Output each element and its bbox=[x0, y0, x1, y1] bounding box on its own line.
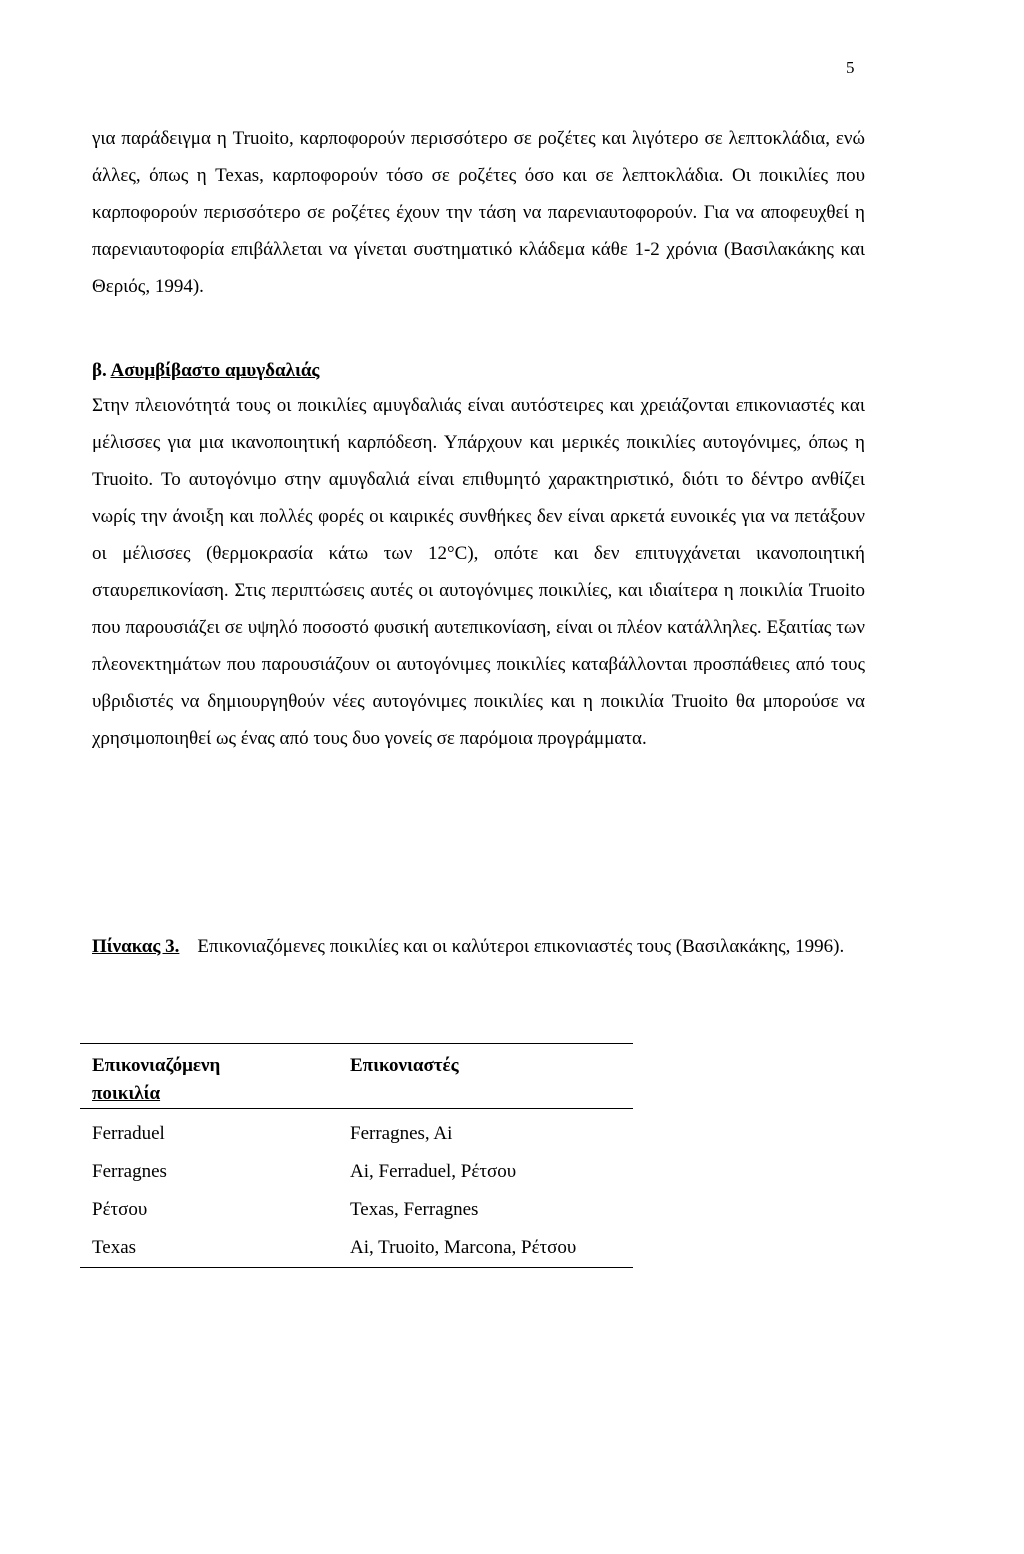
cell-pollinators: Ferragnes, Ai bbox=[350, 1123, 453, 1144]
paragraph-fruiting: για παράδειγμα η Truoito, καρποφορούν περισσότερο σε ροζέτες και λιγότερο σε λεπτοκλάδια, ενώ άλλες, όπως η Texas, καρποφορούν τόσο σε ροζέτες όσο και σε λεπτοκλάδια. Οι ποικιλίες που καρποφορούν περισσότερο σε ροζέτες έχουν την τάση να παρενιαυτοφορούν. Για να αποφευχθεί η παρενιαυτοφορία επιβάλλεται να γίνεται συστηματικό κλάδεμα κάθε 1-2 χρόνια (Βασιλακάκης και Θεριός, 1994). bbox=[92, 128, 865, 297]
cell-variety: Ρέτσου bbox=[92, 1199, 148, 1220]
pollinator-table bbox=[80, 1043, 633, 1268]
table-caption-text: Επικονιαζόμενες ποικιλίες και οι καλύτεροι επικονιαστές τους (Βασιλακάκης, 1996). bbox=[197, 936, 845, 957]
table-row bbox=[80, 1229, 633, 1268]
pollinator-table-grid bbox=[80, 1043, 633, 1268]
table-caption-label: Πίνακας 3. bbox=[92, 936, 180, 957]
table-row bbox=[80, 1109, 633, 1154]
cell-variety: Ferragnes bbox=[92, 1161, 167, 1182]
cell-variety: Ferraduel bbox=[92, 1123, 165, 1144]
header-col1-line1: Επικονιαζόμενη bbox=[92, 1055, 221, 1076]
table-row bbox=[80, 1153, 633, 1191]
header-pollinators: Επικονιαστές bbox=[350, 1055, 459, 1076]
cell-pollinators: Ai, Truoito, Marcona, Ρέτσου bbox=[350, 1237, 577, 1258]
section-title: Ασυμβίβαστο αμυγδαλιάς bbox=[110, 360, 320, 381]
section-heading bbox=[92, 356, 319, 386]
cell-pollinators: Ai, Ferraduel, Ρέτσου bbox=[350, 1161, 517, 1182]
paragraph-incompatibility: Στην πλειονότητά τους οι ποικιλίες αμυγδαλιάς είναι αυτόστειρες και χρειάζονται επικονιαστές και μέλισσες για μια ικανοποιητική καρπόδεση. Υπάρχουν και μερικές ποικιλίες αυτογόνιμες, όπως η Truoito. Το αυτογόνιμο στην αμυγδαλιά είναι επιθυμητό χαρακτηριστικό, διότι το δέντρο ανθίζει νωρίς την άνοιξη και πολλές φορές οι καιρικές συνθήκες δεν είναι αρκετά ευνοικές για να πετάξουν οι μέλισσες (θερμοκρασία κάτω των 12°C), οπότε και δεν επιτυγχάνεται ικανοποιητική σταυρεπικονίαση. Στις περιπτώσεις αυτές οι αυτογόνιμες ποικιλίες, και ιδιαίτερα η ποικιλία Truoito που παρουσιάζει σε υψηλό ποσοστό φυσική αυτεπικονίαση, είναι οι πλέον κατάλληλες. Εξαιτίας των πλεονεκτημάτων που παρουσιάζουν οι αυτογόνιμες ποικιλίες καταβάλλονται προσπάθειες από τους υβριδιστές να δημιουργηθούν νέες αυτογόνιμες ποικιλίες και η ποικιλία Truoito θα μπορούσε να χρησιμοποιηθεί ως ένας από τους δυο γονείς σε παρόμοια προγράμματα. bbox=[92, 395, 865, 749]
page-number: 5 bbox=[846, 58, 855, 77]
table-header-row bbox=[80, 1044, 633, 1109]
table-caption bbox=[92, 927, 865, 967]
cell-pollinators: Texas, Ferragnes bbox=[350, 1199, 479, 1220]
cell-variety: Texas bbox=[92, 1237, 137, 1258]
table-row bbox=[80, 1191, 633, 1229]
header-col1-line2: ποικιλία bbox=[92, 1083, 161, 1104]
section-prefix: β. bbox=[92, 360, 107, 381]
header-pollinated-variety bbox=[80, 1044, 350, 1109]
